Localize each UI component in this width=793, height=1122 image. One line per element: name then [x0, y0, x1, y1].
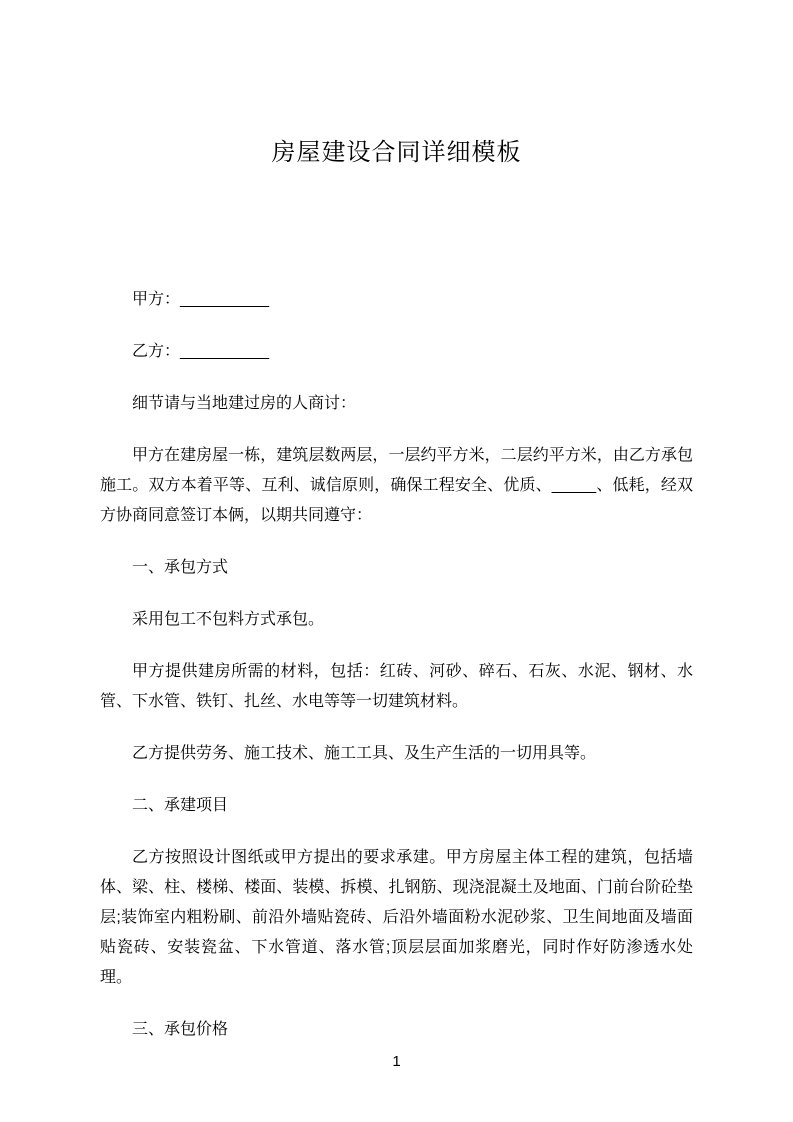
- section-2-para-1: 乙方按照设计图纸或甲方提出的要求承建。甲方房屋主体工程的建筑，包括墙体、梁、柱、楼梯、楼面、装模、拆模、扎钢筋、现浇混凝土及地面、门前台阶砼垫层;装饰室内粗粉刷、前沿外墙贴瓷砖、后沿外墙面粉水泥砂浆、卫生间地面及墙面贴瓷砖、安装瓷盆、下水管道、落水管;顶层层面加浆磨光，同时作好防渗透水处理。: [100, 849, 693, 986]
- section-1-para-2: 甲方提供建房所需的材料，包括：红砖、河砂、碎石、石灰、水泥、钢材、水管、下水管、铁钉、扎丝、水电等等一切建筑材料。: [100, 663, 693, 710]
- section-1-para-1: 采用包工不包料方式承包。: [132, 611, 325, 628]
- party-a-field: 甲方：__________: [132, 291, 269, 308]
- section-1-para-3: 乙方提供劳务、施工技术、施工工具、及生产生活的一切用具等。: [132, 745, 597, 762]
- intro-paragraph: 甲方在建房屋一栋，建筑层数两层，一层约平方米，二层约平方米，由乙方承包施工。双方本着平等、互利、诚信原则，确保工程安全、优质、_____、低耗，经双方协商同意签订本俩，以期共同遵守：: [100, 447, 693, 524]
- section-1-heading: 一、承包方式: [132, 559, 229, 576]
- note-line: 细节请与当地建过房的人商讨：: [132, 395, 357, 412]
- page-number: 1: [392, 1053, 401, 1070]
- document-title: 房屋建设合同详细模板: [271, 139, 522, 166]
- section-2-heading: 二、承建项目: [132, 797, 229, 814]
- party-b-field: 乙方：__________: [132, 343, 269, 360]
- section-3-heading: 三、承包价格: [132, 1021, 229, 1038]
